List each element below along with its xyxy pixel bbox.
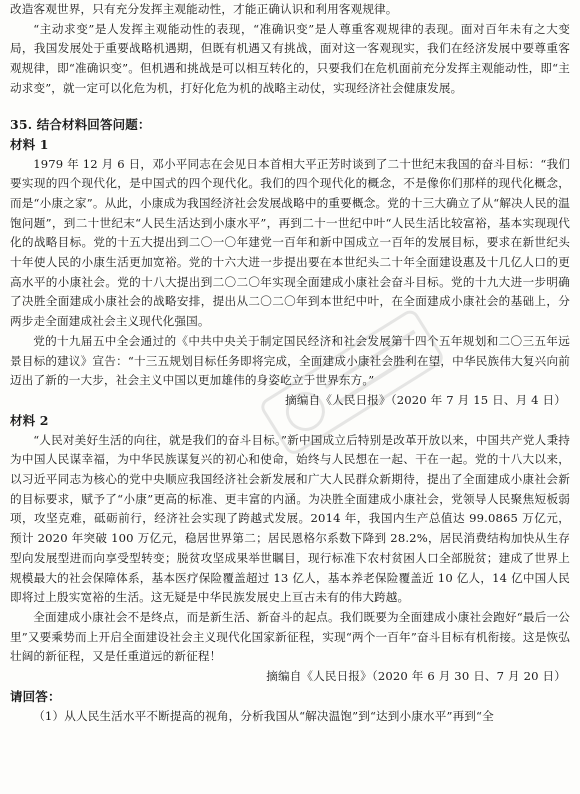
exam-page (10, 0, 570, 727)
intro-paragraph: “主动求变”是人发挥主观能动性的表现，“准确识变”是人尊重客观规律的表现。面对百年未有之大变局，我国发展处于重要战略机遇期，但既有机遇又有挑战，面对这一客观现实，我们在经济发展中要尊重客观规律，即“准确识变”。但机遇和挑战是可以相互转化的，只要我们在危机面前充分发挥主观能动性，即“主动求变”，就一定可以化危为机，打好化危为机的战略主动仗，实现经济社会健康发展。 (10, 21, 570, 95)
material-1-heading: 材料 1 (10, 136, 49, 152)
material-1-paragraph-2: 党的十九届五中全会通过的《中共中央关于制定国民经济和社会发展第十四个五年规划和二〇三五年远景目标的建议》宣告：“十三五规划目标任务即将完成，全面建成小康社会胜利在望，中华民族伟大复兴向前迈出了新的一大步，社会主义中国以更加雄伟的身姿屹立于世界东方。” (10, 333, 570, 388)
material-2-paragraph-1: “人民对美好生活的向往，就是我们的奋斗目标。”新中国成立后特别是改革开放以来，中国共产党人秉持为中国人民谋幸福，为中华民族谋复兴的初心和使命，始终与人民想在一起、干在一起。党的十八大以来，以习近平同志为核心的党中央顺应我国经济社会新发展和广大人民群众新期待，提出了全面建成小康社会新的目标要求，赋予了“小康”更高的标准、更丰富的内涵。为决胜全面建成小康社会，党领导人民聚焦短板弱项，攻坚克难，砥砺前行，经济社会实现了跨越式发展。2014 年，我国内生产总值达 99.0865 万亿元，预计 2020 年突破 100 万亿元，稳居世界第二；居民恩格尔系数下降到 28.2%，居民消费结构加快从生存型向发展型进而向享受型转变；脱贫攻坚成果举世瞩目，现行标准下农村贫困人口全部脱贫；建成了世界上规模最大的社会保障体系，基本医疗保险覆盖超过 13 亿人，基本养老保险覆盖近 10 亿人，14 亿中国人民即将过上殷实宽裕的生活。这无疑是中华民族发展史上亘古未有的伟大跨越。 (10, 432, 570, 605)
material-2-source: 摘编自《人民日报》（2020 年 6 月 30 日、7 月 20 日） (266, 669, 566, 684)
question-title: 35. 结合材料回答问题： (10, 116, 151, 132)
material-2-paragraph-2: 全面建成小康社会不是终点，而是新生活、新奋斗的起点。我们既要为全面建成小康社会跑好“最后一公里”又要乘势而上开启全面建设社会主义现代化国家新征程，实现“两个一百年”奋斗目标有机衔接。这是恢弘壮阔的新征程，又是任重道远的新征程！ (10, 609, 570, 664)
material-2-heading: 材料 2 (10, 412, 49, 428)
material-1-source: 摘编自《人民日报》（2020 年 7 月 15 日、月 4 日） (285, 392, 566, 407)
material-1-paragraph-1: 1979 年 12 月 6 日，邓小平同志在会见日本首相大平正芳时谈到了二十世纪末我国的奋斗目标：“我们要实现的四个现代化，是中国式的四个现代化。我们的四个现代化的概念，不是像你们那样的现代化概念，而是“小康之家”。从此，小康成为我国经济社会发展战略中的重要概念。党的十三大确立了从“解决人民的温饱问题”，到二十世纪末“人民生活达到小康水平”，再到二十一世纪中叶“人民生活比较富裕，基本实现现代化的战略目标。党的十五大提出到二〇一〇年建党一百年和新中国成立一百年的发展目标，要求在新世纪头十年使人民的小康生活更加宽裕。党的十六大进一步提出要在本世纪头二十年全面建设惠及十几亿人口的更高水平的小康社会。党的十八大提出到二〇二〇年实现全面建成小康社会奋斗目标。党的十九大进一步明确了决胜全面建成小康社会的战略安排，提出从二〇二〇年到本世纪中叶，在全面建成小康社会的基础上，分两步走全面建成社会主义现代化强国。 (10, 156, 570, 329)
intro-line: 改造客观世界，只有充分发挥主观能动性，才能正确认识和利用客观规律。 (10, 2, 398, 16)
sub-question-1: （1）从人民生活水平不断提高的视角，分析我国从“解决温饱”到“达到小康水平”再到“全 (33, 708, 494, 723)
answer-prompt: 请回答： (10, 688, 61, 704)
